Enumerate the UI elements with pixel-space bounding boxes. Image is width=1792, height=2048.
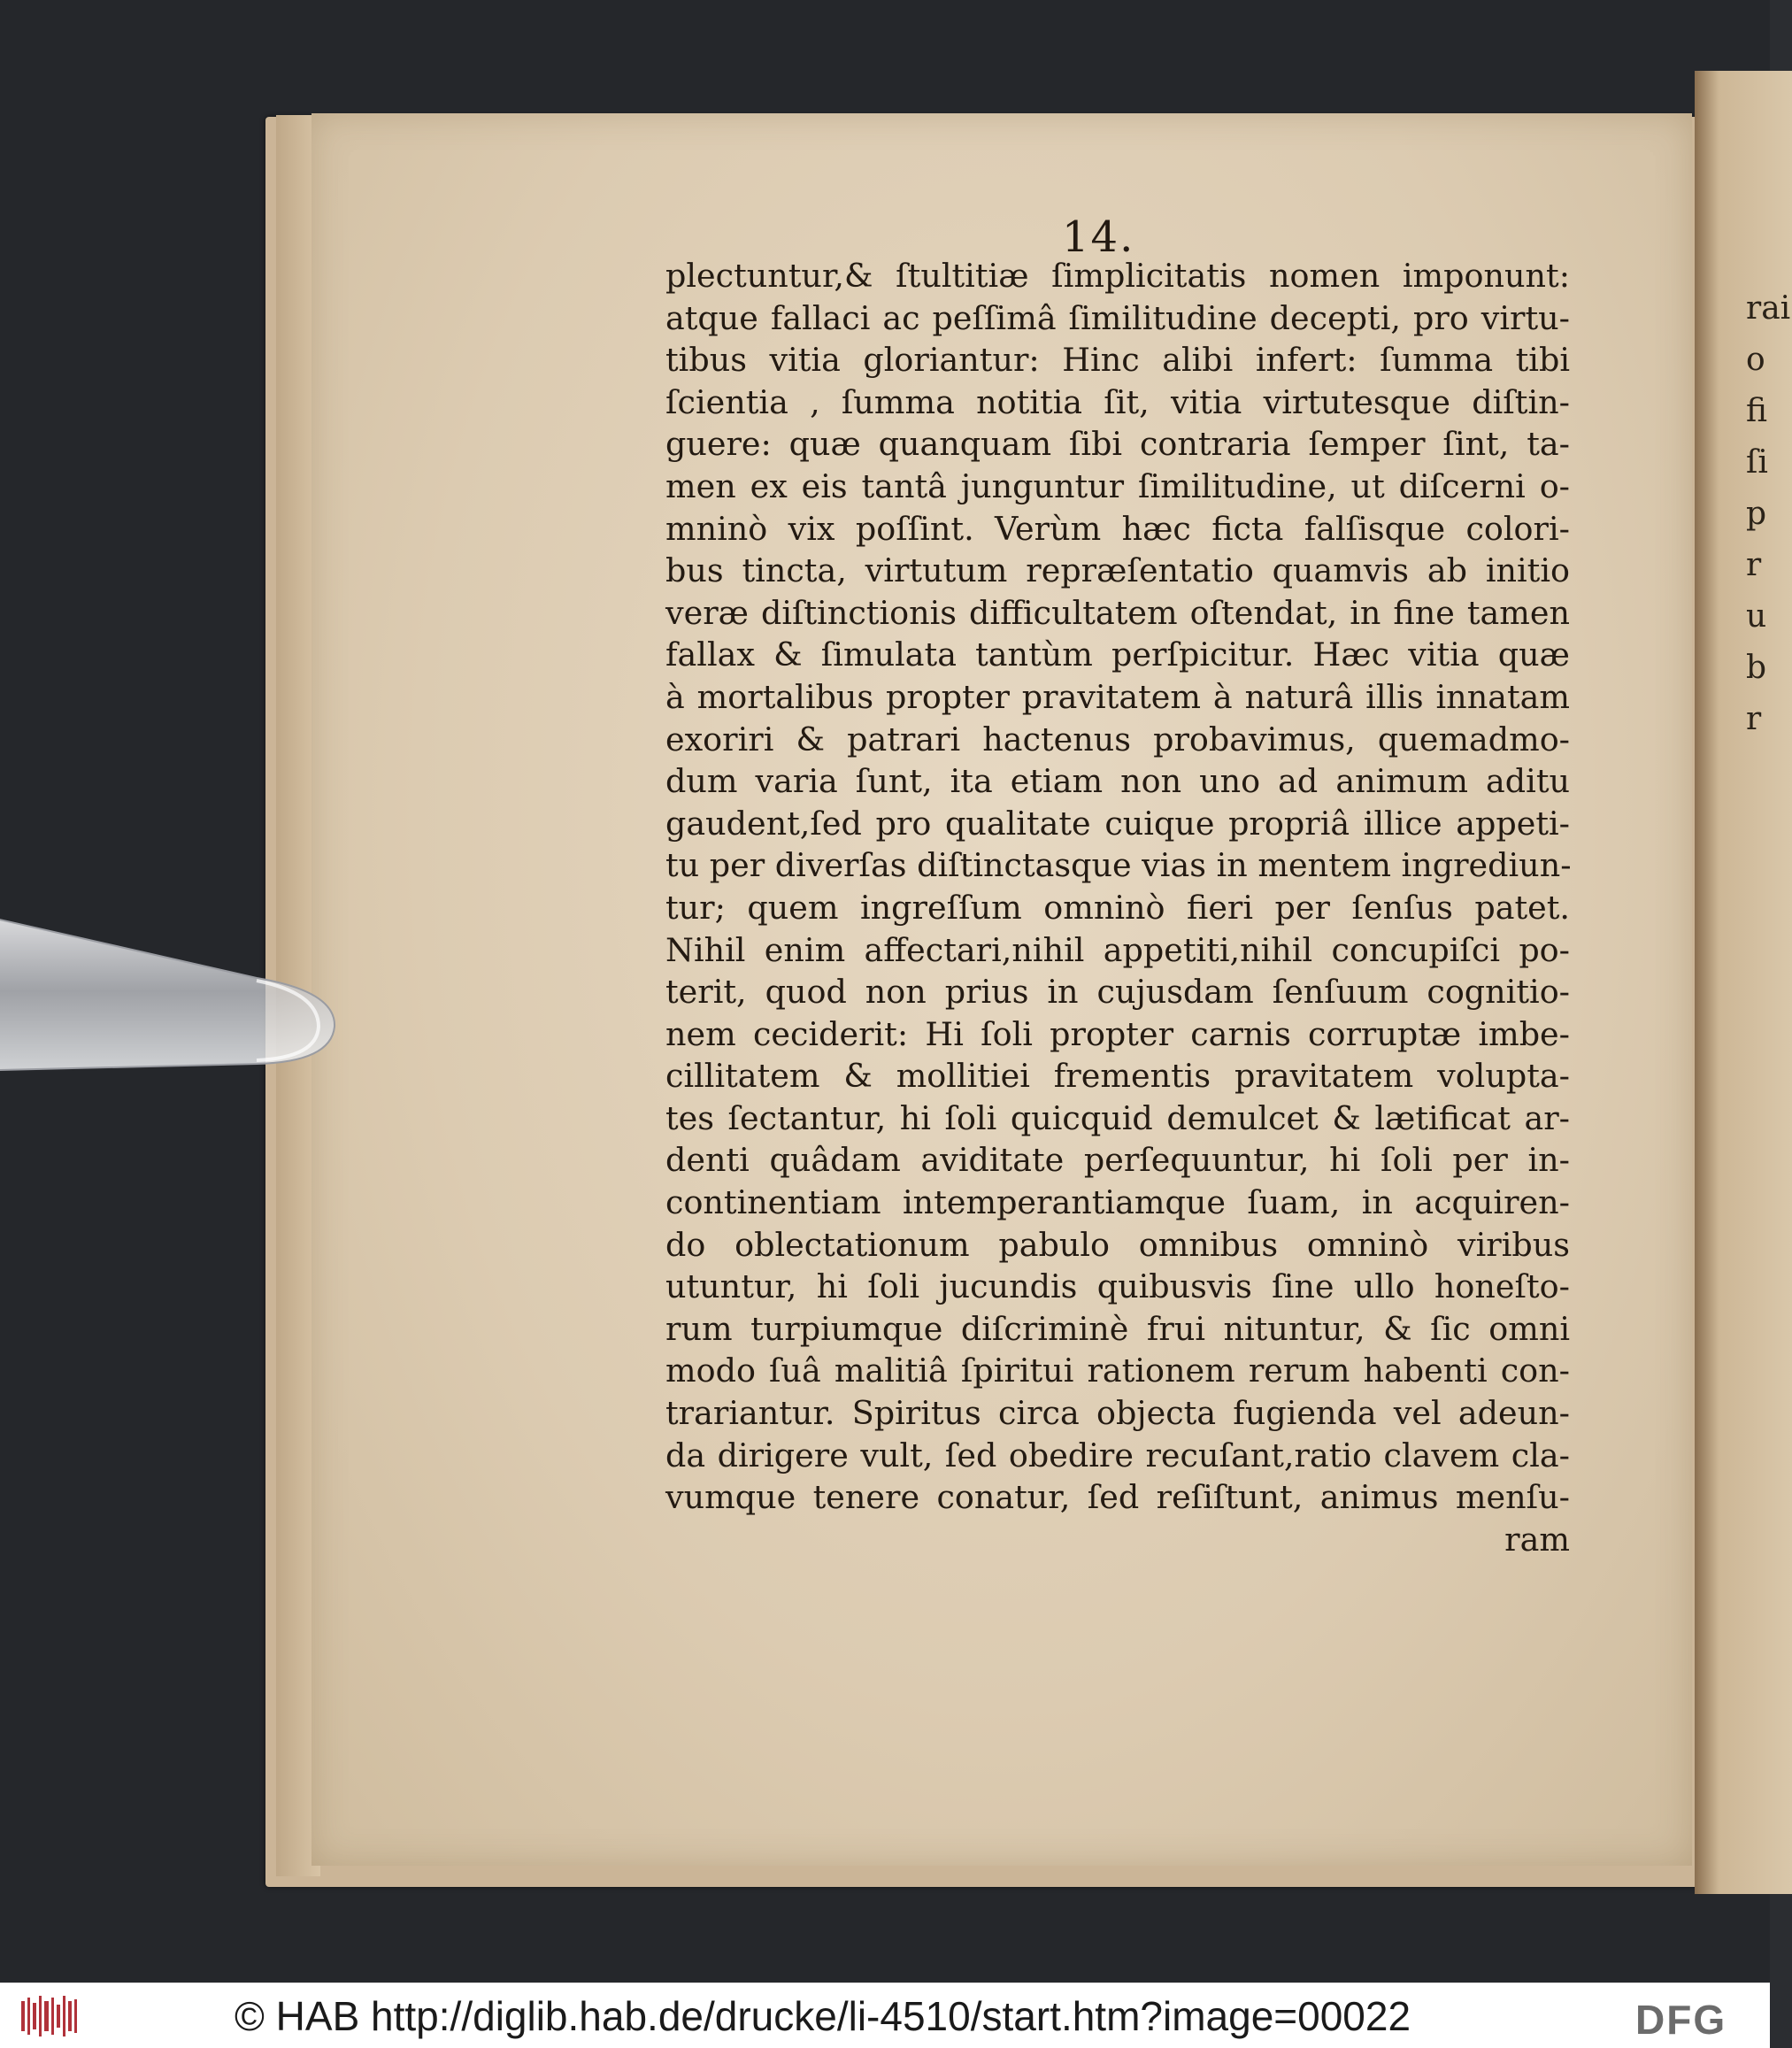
facing-page-margin-text: rai o fi ſi p r u b r (1746, 290, 1791, 737)
page-text-block (665, 255, 1570, 1560)
text-line: men ex eis tantâ junguntur ſimilitudine, ut diſcerni o- (665, 466, 1570, 505)
footer-copyright-url[interactable]: © HAB http://diglib.hab.de/drucke/li-4510/start.htm?image=00022 (235, 1993, 1411, 2039)
text-line: continentiam intemperantiamque ſuam, in acquiren- (665, 1183, 1570, 1222)
text-line: tes ſectantur, hi ſoli quicquid demulcet & lætificat ar- (665, 1098, 1570, 1137)
text-line: terit, quod non prius in cujusdam ſenſuum cognitio- (665, 973, 1570, 1012)
text-line: tibus vitia gloriantur: Hinc alibi infert: ſumma tibi (665, 341, 1570, 380)
text-line: à mortalibus propter pravitatem à naturâ illis innatam (665, 677, 1570, 716)
text-line: vumque tenere conatur, ſed reſiſtunt, animus menſu- (665, 1478, 1570, 1517)
text-line: fallax & ſimulata tantùm perſpicitur. Hæc vitia quæ (665, 635, 1570, 674)
facing-page-edge (1695, 71, 1792, 1894)
text-line: atque fallaci ac peſſimâ ſimilitudine decepti, pro virtu- (665, 298, 1570, 337)
text-line: Nihil enim affectari,nihil appetiti,nihil concupiſci po- (665, 930, 1570, 969)
text-line: utuntur, hi ſoli jucundis quibusvis ſine ullo honeſto- (665, 1267, 1570, 1306)
text-line: dum varia ſunt, ita etiam non uno ad animum aditu (665, 762, 1570, 801)
text-line: modo ſuâ malitiâ ſpiritui rationem rerum habenti con- (665, 1351, 1570, 1390)
text-line: nem ceciderit: Hi ſoli propter carnis corruptæ imbe- (665, 1014, 1570, 1053)
text-line: guere: quæ quanquam ſibi contraria ſemper ſint, ta- (665, 425, 1570, 464)
text-line: tu per diverſas diſtinctasque vias in mentem ingrediun- (665, 846, 1572, 885)
text-line: ſcientia , ſumma notitia ſit, vitia virtutesque diſtin- (665, 382, 1570, 421)
text-line: tur; quem ingreſſum omninò fieri per ſenſus patet. (665, 888, 1570, 927)
text-line: cillitatem & mollitiei frementis pravitatem volupta- (665, 1057, 1570, 1096)
footer-bar (0, 1983, 1770, 2048)
text-line: denti quâdam aviditate perſequuntur, hi ſoli per in- (665, 1141, 1570, 1180)
text-line: ram (1504, 1520, 1570, 1559)
text-line: trariantur. Spiritus circa objecta fugienda vel adeun- (665, 1394, 1570, 1433)
text-line: exoriri & patrari hactenus probavimus, quemadmo- (665, 720, 1570, 758)
text-line: do oblectationum pabulo omnibus omninò viribus (665, 1225, 1570, 1264)
page-clip (0, 894, 372, 1089)
dfg-logo: DFG (1635, 1997, 1727, 2043)
hab-barcode-logo-icon (19, 1994, 81, 2038)
page-number: 14. (1062, 212, 1135, 262)
text-line: rum turpiumque diſcriminè frui nituntur, & ſic omni (665, 1309, 1570, 1348)
text-line: mninò vix poſſint. Verùm hæc ficta falſisque colori- (665, 509, 1570, 548)
text-line: bus tincta, virtutum repræſentatio quamvis ab initio (665, 551, 1570, 590)
text-line: da dirigere vult, ſed obedire recuſant,ratio clavem cla- (665, 1436, 1570, 1474)
text-line: plectuntur,& ſtultitiæ ſimplicitatis nomen imponunt: (665, 257, 1570, 295)
text-line: gaudent,ſed pro qualitate cuique propriâ illice appeti- (665, 804, 1570, 843)
text-line: veræ diſtinctionis difficultatem oſtendat, in fine tamen (665, 593, 1570, 632)
